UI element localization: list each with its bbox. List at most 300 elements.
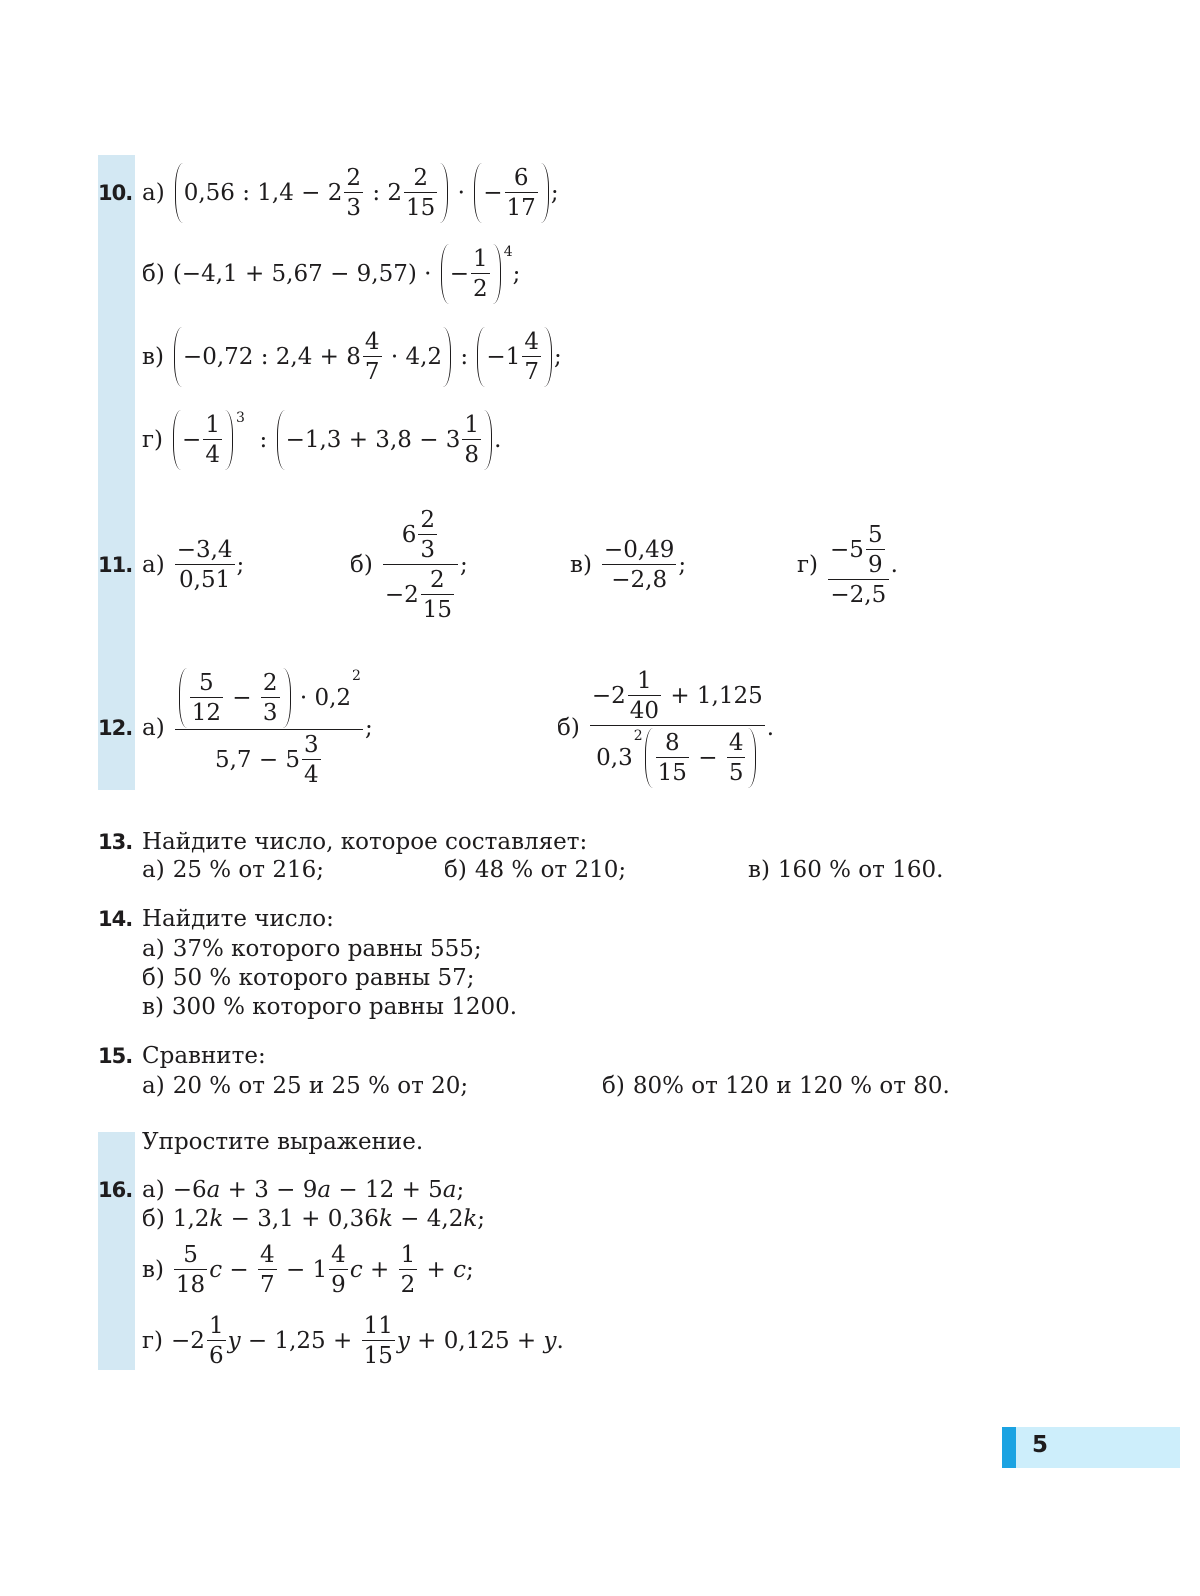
- denominator: [522, 356, 541, 385]
- denominator: [628, 695, 661, 724]
- math-text: − 1,25 +: [240, 1328, 360, 1354]
- problem-11g: [797, 522, 898, 608]
- numerator: [197, 670, 216, 697]
- item-label: а): [142, 552, 165, 578]
- variable: a: [317, 1177, 332, 1203]
- fraction: [258, 1242, 277, 1298]
- math-text: :: [244, 427, 275, 453]
- denominator: [261, 697, 280, 726]
- paren-content: [182, 327, 443, 387]
- variable: c: [453, 1257, 467, 1283]
- math-text: −2: [591, 683, 626, 709]
- denominator: [602, 564, 676, 593]
- numerator: [203, 412, 222, 439]
- fraction: [362, 1313, 395, 1369]
- denominator: [866, 549, 885, 578]
- math-text: 15: [422, 597, 453, 623]
- fraction: [866, 522, 885, 578]
- item-label: б): [602, 1073, 625, 1099]
- math-text: 7: [524, 359, 539, 385]
- problem-14b: [142, 965, 475, 991]
- item-label: а): [142, 1177, 165, 1203]
- math-text: + 0,125 +: [409, 1328, 544, 1354]
- problem-number-15: 15.: [98, 1044, 133, 1068]
- problem-12a: [142, 668, 373, 788]
- math-text: 1: [637, 668, 652, 694]
- left-paren: [179, 668, 187, 728]
- math-text: 4: [304, 762, 319, 788]
- exponent: 2: [352, 668, 361, 684]
- math-text: 6: [401, 522, 417, 548]
- numerator: [512, 165, 531, 192]
- numerator: [399, 1242, 418, 1269]
- page-number-stripe: [1002, 1427, 1016, 1468]
- numerator: [727, 730, 746, 757]
- denominator: [207, 1340, 226, 1369]
- problem-13b: [444, 857, 626, 883]
- left-paren: [174, 327, 182, 387]
- right-paren: [484, 410, 492, 470]
- math-text: 37% которого равны 555;: [172, 936, 482, 962]
- page-number: 5: [1032, 1432, 1049, 1458]
- problem-16v: [142, 1242, 474, 1298]
- math-text: ;: [678, 552, 687, 578]
- right-paren: [541, 163, 549, 223]
- math-text: 3: [420, 537, 436, 563]
- paren-group: [179, 668, 291, 728]
- right-paren: [493, 244, 501, 304]
- variable: y: [543, 1328, 557, 1354]
- math-text: 80% от 120 и 120 % от 80.: [632, 1073, 950, 1099]
- math-text: 7: [364, 359, 380, 385]
- math-text: 17: [506, 195, 536, 221]
- denominator: [656, 757, 689, 786]
- denominator: [362, 1340, 395, 1369]
- math-text: + 1,125: [663, 683, 763, 709]
- math-text: ·: [450, 180, 473, 206]
- paren-content: [485, 327, 544, 387]
- math-text: −2: [384, 582, 419, 608]
- left-paren: [441, 244, 449, 304]
- math-text: − 1: [278, 1257, 328, 1283]
- fraction: [383, 507, 458, 623]
- variable: k: [209, 1206, 224, 1232]
- fraction: [175, 537, 235, 593]
- math-text: 50 % которого равны 57;: [172, 965, 475, 991]
- math-text: −2,5: [830, 582, 887, 608]
- math-text: ;: [460, 552, 468, 578]
- math-text: −: [224, 685, 259, 711]
- math-text: 25 % от 216;: [172, 857, 324, 883]
- fraction: [190, 670, 223, 726]
- right-paren: [283, 668, 291, 728]
- fraction: [471, 246, 490, 302]
- item-label: в): [142, 994, 164, 1020]
- math-text: 2: [346, 165, 362, 191]
- left-paren: [175, 163, 183, 223]
- problem-10v: [142, 327, 562, 387]
- item-label: б): [142, 261, 165, 287]
- problem-14v: [142, 994, 517, 1020]
- math-text: 1: [205, 412, 220, 438]
- numerator: [363, 329, 382, 356]
- denominator: [302, 759, 321, 788]
- denominator: [175, 564, 235, 593]
- problem-14-title: Найдите число:: [142, 906, 334, 932]
- math-text: −2,8: [611, 567, 668, 593]
- paren-group: [441, 244, 501, 304]
- numerator: [602, 537, 676, 564]
- math-text: 2: [420, 507, 436, 533]
- math-text: 15: [363, 1343, 393, 1369]
- numerator: [362, 1313, 395, 1340]
- math-text: 2: [262, 670, 278, 696]
- variable: c: [349, 1257, 363, 1283]
- item-label: а): [142, 857, 165, 883]
- right-paren: [544, 327, 552, 387]
- page-number-box: [1002, 1427, 1180, 1468]
- math-text: .: [890, 552, 898, 578]
- math-text: 2: [473, 276, 488, 302]
- highlight-band-10-12: [98, 155, 135, 790]
- left-paren: [277, 410, 285, 470]
- math-text: 6: [513, 165, 529, 191]
- math-text: −1: [486, 344, 521, 370]
- item-label: б): [557, 715, 580, 741]
- item-label: г): [797, 552, 819, 578]
- fraction: [174, 1242, 207, 1298]
- fraction: [404, 165, 437, 221]
- variable: y: [227, 1328, 241, 1354]
- fraction: [590, 668, 765, 788]
- paren-group: [173, 410, 233, 470]
- math-text: : 2: [365, 180, 403, 206]
- numerator: [635, 668, 654, 695]
- paren-group: [477, 327, 552, 387]
- fraction: [399, 1242, 418, 1298]
- math-text: 3: [304, 732, 319, 758]
- math-text: 4: [331, 1242, 346, 1268]
- math-text: 40: [629, 698, 660, 724]
- paren-content: [187, 668, 283, 728]
- paren-group: [474, 163, 549, 223]
- denominator: [383, 564, 458, 623]
- problem-11b: [350, 507, 468, 623]
- math-text: 9: [331, 1272, 346, 1298]
- numerator: [866, 522, 885, 549]
- denominator: [421, 594, 454, 623]
- math-text: 11: [363, 1313, 393, 1339]
- denominator: [404, 192, 437, 221]
- item-label: а): [142, 936, 165, 962]
- variable: a: [206, 1177, 221, 1203]
- denominator: [727, 757, 746, 786]
- math-text: 5: [183, 1242, 198, 1268]
- denominator: [828, 579, 889, 608]
- item-label: в): [142, 344, 164, 370]
- right-paren: [440, 163, 448, 223]
- item-label: а): [142, 180, 165, 206]
- math-text: 15: [657, 760, 687, 786]
- paren-content: [285, 410, 485, 470]
- math-text: − 12 + 5: [331, 1177, 443, 1203]
- item-label: в): [570, 552, 592, 578]
- problem-15a: [142, 1073, 468, 1099]
- fraction: [302, 732, 321, 788]
- item-label: а): [142, 715, 165, 741]
- right-paren: [748, 728, 756, 788]
- problem-13v: [748, 857, 943, 883]
- item-label: г): [142, 1328, 164, 1354]
- problem-number-14: 14.: [98, 907, 133, 931]
- highlight-band-16: [98, 1132, 135, 1370]
- problem-13a: [142, 857, 324, 883]
- fraction: [329, 1242, 348, 1298]
- paren-content: [482, 163, 541, 223]
- math-text: +: [419, 1257, 454, 1283]
- exponent: 4: [503, 244, 513, 260]
- math-text: 5,7 − 5: [214, 747, 301, 773]
- problem-11v: [570, 537, 686, 593]
- denominator: [174, 1269, 207, 1298]
- fraction: [203, 412, 222, 468]
- math-text: 4: [728, 730, 744, 756]
- problem-16g: [142, 1313, 564, 1369]
- exponent: 2: [633, 728, 643, 744]
- math-text: 1,2: [172, 1206, 210, 1232]
- problem-15b: [602, 1073, 950, 1099]
- numerator: [590, 668, 765, 725]
- math-text: 0,56 : 1,4 − 2: [183, 180, 343, 206]
- fraction: [261, 670, 280, 726]
- fraction: [207, 1313, 226, 1369]
- math-text: (−4,1 + 5,67 − 9,57) ·: [172, 261, 439, 287]
- math-text: −: [182, 427, 202, 453]
- numerator: [329, 1242, 348, 1269]
- problem-number-16: 16.: [98, 1178, 133, 1202]
- fraction: [462, 412, 481, 468]
- numerator: [175, 537, 235, 564]
- math-text: 5: [199, 670, 214, 696]
- math-text: − 4,2: [392, 1206, 464, 1232]
- math-text: 1: [473, 246, 488, 272]
- denominator: [203, 439, 222, 468]
- paren-group: [645, 728, 757, 788]
- numerator: [663, 730, 682, 757]
- denominator: [505, 192, 538, 221]
- exponent: 3: [235, 410, 245, 426]
- left-paren: [645, 728, 653, 788]
- problem-number-11: 11.: [98, 553, 133, 577]
- left-paren: [477, 327, 485, 387]
- math-text: ;: [512, 261, 521, 287]
- math-text: 5: [867, 522, 883, 548]
- math-text: 160 % от 160.: [777, 857, 944, 883]
- math-text: ;: [364, 715, 373, 741]
- math-text: 48 % от 210;: [474, 857, 627, 883]
- math-text: −2: [171, 1328, 205, 1354]
- right-paren: [443, 327, 451, 387]
- right-paren: [225, 410, 233, 470]
- problem-12b: [557, 668, 774, 788]
- math-text: −: [483, 180, 503, 206]
- numerator: [258, 1242, 277, 1269]
- math-text: −6: [172, 1177, 207, 1203]
- math-text: 7: [260, 1272, 275, 1298]
- problem-16-intro: Упростите выражение.: [142, 1129, 424, 1155]
- math-text: 0,51: [179, 567, 231, 593]
- variable: c: [209, 1257, 223, 1283]
- fraction: [344, 165, 363, 221]
- math-text: .: [766, 715, 775, 741]
- math-text: 3: [346, 195, 362, 221]
- problem-number-12: 12.: [98, 716, 133, 740]
- fraction: [828, 522, 889, 608]
- math-text: −5: [830, 537, 864, 563]
- math-text: 5: [728, 760, 744, 786]
- fraction: [656, 730, 689, 786]
- math-text: 2: [400, 1272, 416, 1298]
- paren-group: [174, 327, 451, 387]
- math-text: 6: [208, 1343, 224, 1369]
- math-text: 8: [464, 442, 480, 468]
- paren-group: [277, 410, 493, 470]
- item-label: г): [142, 427, 164, 453]
- numerator: [418, 507, 437, 534]
- problem-16b: [142, 1206, 485, 1232]
- math-text: −0,49: [603, 537, 675, 563]
- denominator: [344, 192, 363, 221]
- paren-content: [653, 728, 749, 788]
- numerator: [344, 165, 363, 192]
- math-text: ;: [456, 1177, 465, 1203]
- math-text: + 3 − 9: [220, 1177, 318, 1203]
- math-text: 4: [524, 329, 539, 355]
- numerator: [400, 507, 441, 564]
- math-text: 3: [262, 700, 278, 726]
- math-text: −: [222, 1257, 256, 1283]
- item-label: а): [142, 1073, 165, 1099]
- fraction: [421, 567, 454, 623]
- variable: k: [463, 1206, 478, 1232]
- math-text: 4: [205, 442, 220, 468]
- math-text: 2: [430, 567, 445, 593]
- math-text: ;: [553, 344, 562, 370]
- denominator: [258, 1269, 277, 1298]
- variable: a: [442, 1177, 457, 1203]
- numerator: [828, 522, 889, 579]
- problem-16a: [142, 1177, 464, 1203]
- math-text: −: [449, 261, 470, 287]
- item-label: в): [142, 1257, 164, 1283]
- math-text: · 0,2: [292, 685, 352, 711]
- numerator: [302, 732, 321, 759]
- fraction: [522, 329, 541, 385]
- math-text: 1: [464, 412, 480, 438]
- denominator: [363, 356, 382, 385]
- numerator: [181, 1242, 200, 1269]
- problem-15-title: Сравните:: [142, 1043, 266, 1069]
- math-text: 1: [208, 1313, 224, 1339]
- numerator: [428, 567, 447, 594]
- problem-10b: [142, 244, 520, 304]
- math-text: 2: [413, 165, 428, 191]
- fraction: [175, 668, 363, 788]
- item-label: в): [748, 857, 770, 883]
- left-paren: [474, 163, 482, 223]
- math-text: +: [362, 1257, 397, 1283]
- math-text: 300 % которого равны 1200.: [171, 994, 518, 1020]
- denominator: [190, 697, 223, 726]
- denominator: [471, 273, 490, 302]
- problem-10a: [142, 163, 559, 223]
- numerator: [175, 668, 363, 729]
- problem-14a: [142, 936, 482, 962]
- denominator: [329, 1269, 348, 1298]
- math-text: 20 % от 25 и 25 % от 20;: [172, 1073, 469, 1099]
- item-label: б): [350, 552, 373, 578]
- denominator: [399, 1269, 418, 1298]
- math-text: .: [494, 427, 502, 453]
- fraction: [602, 537, 676, 593]
- problem-13-title: Найдите число, которое составляет:: [142, 829, 588, 855]
- numerator: [411, 165, 430, 192]
- problem-11a: [142, 537, 244, 593]
- denominator: [462, 439, 481, 468]
- math-text: 1: [400, 1242, 416, 1268]
- denominator: [175, 729, 363, 788]
- math-text: −: [690, 745, 725, 771]
- math-text: 12: [191, 700, 221, 726]
- math-text: ;: [477, 1206, 486, 1232]
- math-text: − 3,1 + 0,36: [223, 1206, 379, 1232]
- math-text: 9: [867, 552, 883, 578]
- math-text: 0,3: [596, 745, 633, 771]
- denominator: [590, 725, 765, 788]
- numerator: [462, 412, 481, 439]
- item-label: б): [142, 1206, 165, 1232]
- paren-content: [449, 244, 493, 304]
- numerator: [207, 1313, 226, 1340]
- paren-group: [175, 163, 449, 223]
- math-text: :: [453, 344, 476, 370]
- numerator: [522, 329, 541, 356]
- variable: y: [396, 1328, 410, 1354]
- numerator: [261, 670, 280, 697]
- math-text: · 4,2: [383, 344, 443, 370]
- numerator: [471, 246, 490, 273]
- fraction: [628, 668, 661, 724]
- math-text: −1,3 + 3,8 − 3: [285, 427, 461, 453]
- math-text: 18: [175, 1272, 206, 1298]
- fraction: [727, 730, 746, 786]
- problem-number-10: 10.: [98, 181, 133, 205]
- left-paren: [173, 410, 181, 470]
- math-text: 8: [664, 730, 680, 756]
- item-label: б): [444, 857, 467, 883]
- math-text: 15: [406, 195, 436, 221]
- denominator: [418, 534, 437, 563]
- paren-content: [181, 410, 225, 470]
- math-text: 4: [364, 329, 380, 355]
- problem-10g: [142, 410, 501, 470]
- math-text: ;: [236, 552, 245, 578]
- math-text: ;: [550, 180, 559, 206]
- math-text: .: [556, 1328, 564, 1354]
- math-text: −0,72 : 2,4 + 8: [182, 344, 361, 370]
- fraction: [418, 507, 437, 563]
- fraction: [363, 329, 382, 385]
